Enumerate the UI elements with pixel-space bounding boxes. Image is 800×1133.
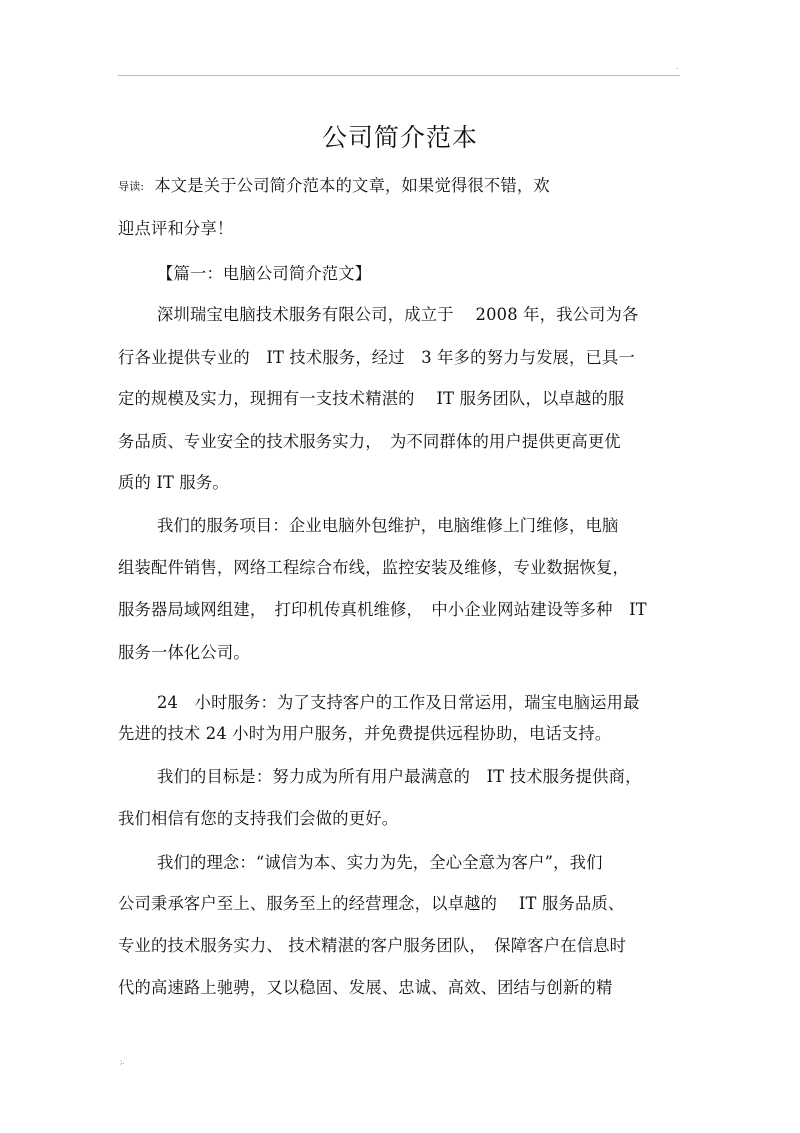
paragraph-line: 先进的技术 24 小时为用户服务，并免费提供远程协助，电话支持。 (118, 724, 612, 743)
paragraph-line: 24 小时服务：为了支持客户的工作及日常运用，瑞宝电脑运用最 (157, 693, 640, 712)
footer-mark: ;. (120, 1058, 125, 1066)
paragraph-line: 质的 IT 服务。 (118, 473, 229, 492)
paragraph-line: 我们的理念：“诚信为本、实力为先，全心全意为客户”，我们 (157, 853, 603, 872)
paragraph-line: 服务器局域网组建， 打印机传真机维修， 中小企业网站建设等多种 IT (118, 600, 647, 619)
lead-line-1 (118, 172, 550, 196)
paragraph-line: 专业的技术服务实力、 技术精湛的客户服务团队， 保障客户在信息时 (118, 936, 627, 955)
paragraph-line: 务品质、专业安全的技术服务实力， 为不同群体的用户提供更高更优 (118, 432, 621, 451)
paragraph-line: 代的高速路上驰骋，又以稳固、发展、忠诚、高效、团结与创新的精 (118, 978, 613, 997)
lead-label: 导读: (118, 180, 145, 193)
paragraph-line: 定的规模及实力，现拥有一支技术精湛的 IT 服务团队，以卓越的服 (118, 389, 625, 408)
lead-text: 本文是关于公司简介范本的文章，如果觉得很不错，欢 (154, 176, 550, 195)
paragraph-line: 行各业提供专业的 IT 技术服务，经过 3 年多的努力与发展，已具一 (118, 348, 635, 367)
paragraph-line: 我们的服务项目：企业电脑外包维护，电脑维修上门维修，电脑 (157, 516, 619, 535)
header-rule (118, 75, 680, 76)
paragraph-line: 公司秉承客户至上、服务至上的经营理念，以卓越的 IT 服务品质、 (118, 894, 625, 913)
paragraph-line: 我们的目标是：努力成为所有用户最满意的 IT 技术服务提供商， (157, 767, 642, 786)
section-heading: 【篇一：电脑公司简介范文】 (157, 264, 372, 283)
header-mark: . (676, 64, 678, 71)
paragraph-line: 我们相信有您的支持我们会做的更好。 (118, 809, 399, 828)
paragraph-line: 深圳瑞宝电脑技术服务有限公司，成立于 2008 年，我公司为各 (157, 305, 639, 324)
lead-line-2: 迎点评和分享！ (118, 219, 234, 238)
paragraph-line: 服务一体化公司。 (118, 643, 250, 662)
paragraph-line: 组装配件销售，网络工程综合布线，监控安装及维修，专业数据恢复， (118, 558, 629, 577)
page-title: 公司简介范本 (321, 123, 478, 152)
